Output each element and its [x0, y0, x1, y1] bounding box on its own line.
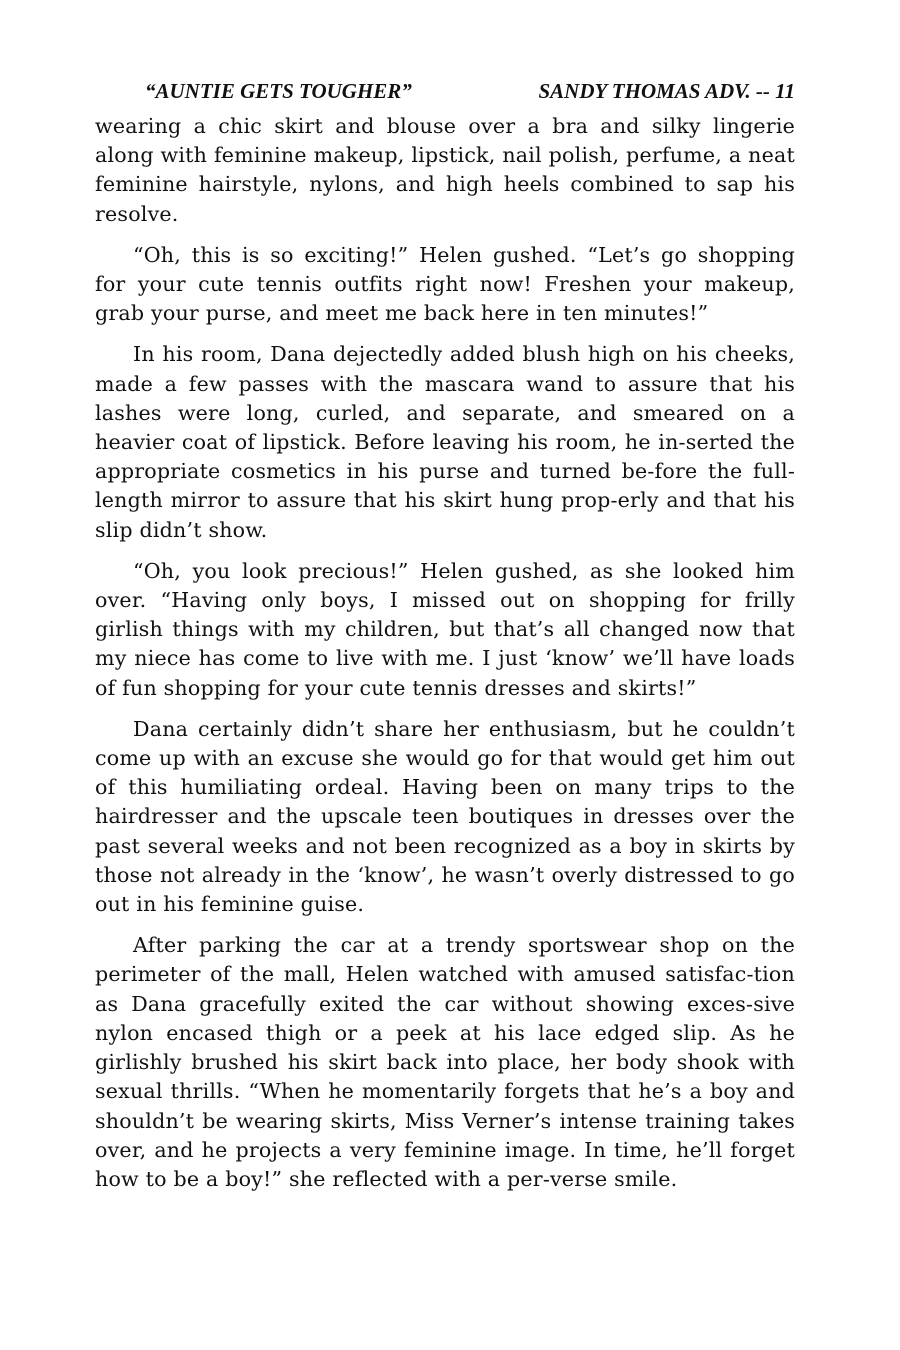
- paragraph-6: After parking the car at a trendy sportswear shop on the perimeter of the mall, Helen watched with amused satisfac-tion as Dana gracefully exited the car without showing exces-sive nylon encased thigh or a peek at his lace edged slip. As he girlishly brushed his skirt back into place, her body shook with sexual thrills. “When he momentarily forgets that he’s a boy and shouldn’t be wearing skirts, Miss Verner’s intense training takes over, and he projects a very feminine image. In time, he’ll forget how to be a boy!” she reflected with a per-verse smile.: [95, 933, 795, 1191]
- book-page: [95, 78, 795, 1206]
- paragraph-5: Dana certainly didn’t share her enthusiasm, but he couldn’t come up with an excuse she would go for that would get him out of this humiliating ordeal. Having been on many trips to the hairdresser and the upscale teen boutiques in dresses over the past several weeks and not been recognized as a boy in skirts by those not already in the ‘know’, he wasn’t overly distressed to go out in his feminine guise.: [95, 716, 795, 917]
- running-header: [95, 78, 795, 112]
- paragraph-1: wearing a chic skirt and blouse over a bra and silky lingerie along with feminine makeup, lipstick, nail polish, perfume, a neat feminine hairstyle, nylons, and high heels combined to sap his resolve.: [95, 114, 795, 226]
- paragraph-4: “Oh, you look precious!” Helen gushed, as she looked him over. “Having only boys, I missed out on shopping for frilly girlish things with my children, but that’s all changed now that my niece has come to live with me. I just ‘know’ we’ll have loads of fun shopping for your cute tennis dresses and skirts!”: [95, 558, 795, 700]
- header-page-number: SANDY THOMAS ADV. -- 11: [538, 79, 795, 103]
- paragraph-2: “Oh, this is so exciting!” Helen gushed. “Let’s go shopping for your cute tennis outfits right now! Freshen your makeup, grab your purse, and meet me back here in ten minutes!”: [95, 242, 795, 326]
- paragraph-3: In his room, Dana dejectedly added blush high on his cheeks, made a few passes with the mascara wand to assure that his lashes were long, curled, and separate, and smeared on a heavier coat of lipstick. Before leaving his room, he in-serted the appropriate cosmetics in his purse and turned be-fore the full-length mirror to assure that his skirt hung prop-erly and that his slip didn’t show.: [95, 342, 795, 542]
- body-text: [95, 112, 795, 1194]
- header-title: “AUNTIE GETS TOUGHER”: [145, 79, 412, 103]
